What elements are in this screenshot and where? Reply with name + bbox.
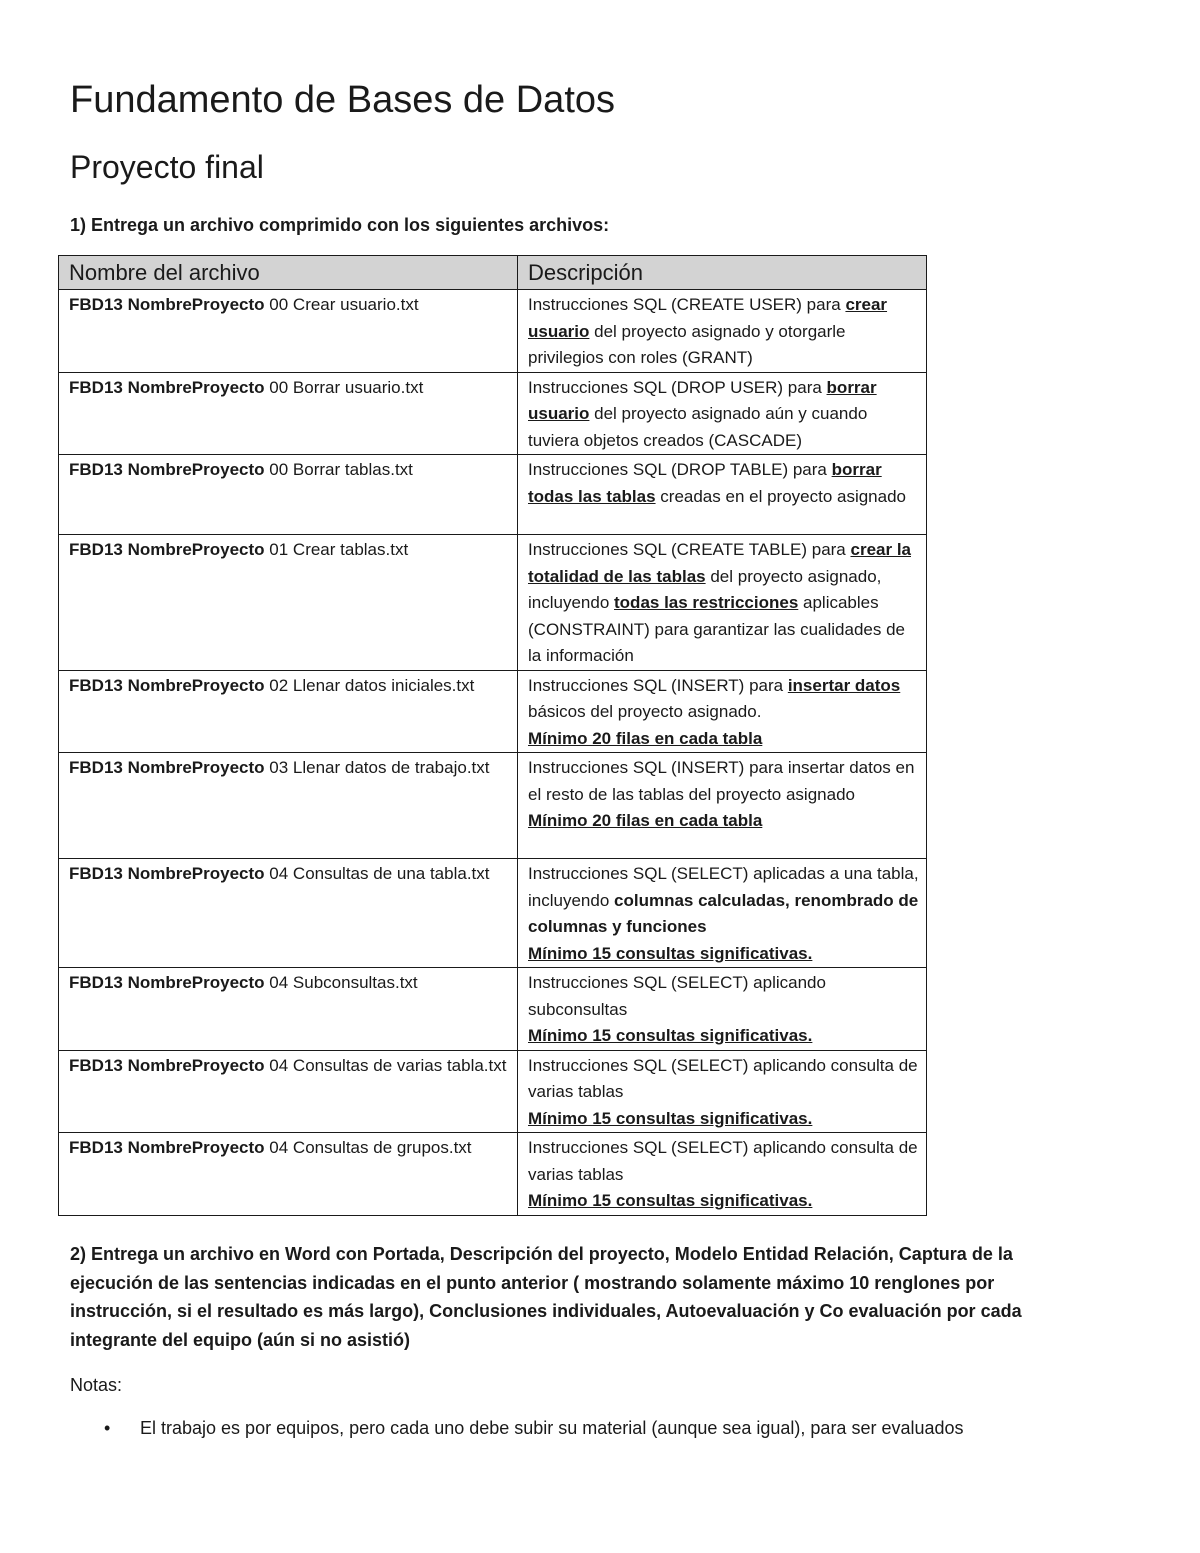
notes-list (70, 1413, 964, 1443)
emphasis-text: borrar todas las tablas (528, 460, 882, 506)
emphasis-text: crear la totalidad de las tablas (528, 540, 911, 586)
minimum-requirement: Mínimo 15 consultas significativas. (528, 1026, 813, 1045)
emphasis-text: todas las restricciones (614, 593, 799, 612)
table-header-row (59, 256, 927, 290)
description-text: Instrucciones SQL (SELECT) aplicadas a una tabla, incluyendo (528, 864, 919, 910)
instruction-1: 1) Entrega un archivo comprimido con los siguientes archivos: (70, 215, 610, 235)
minimum-requirement: Mínimo 15 consultas significativas. (528, 943, 813, 963)
bullet-text: El trabajo es por equipos, pero cada uno debe subir su material (aunque sea igual), para ser evaluados (140, 1418, 964, 1438)
instruction-2: 2) Entrega un archivo en Word con Portada, Descripción del proyecto, Modelo Entidad Relación, Captura de la ejecución de las sentencias indicadas en el punto anterior ( mostrando solamente máximo 10 renglones por instrucción, si el resultado es más largo), Conclusiones individuales, Autoevaluación y Co evaluación por cada integrante del equipo (aún si no asistió) (70, 1244, 1022, 1350)
description-cell (518, 859, 927, 968)
description-text: básicos del proyecto asignado. (528, 702, 762, 721)
file-name-cell (59, 859, 518, 968)
table-row (59, 753, 927, 859)
document-title: Fundamento de Bases de Datos (70, 79, 616, 121)
file-prefix: FBD13 NombreProyecto (69, 540, 265, 559)
description-text: Instrucciones SQL (SELECT) aplicando consulta de varias tablas (528, 1055, 918, 1101)
file-name: 00 Borrar usuario.txt (264, 377, 424, 397)
table-row (59, 670, 927, 753)
minimum-requirement: Mínimo 20 filas en cada tabla (528, 811, 763, 830)
table-row (59, 455, 927, 535)
file-prefix: FBD13 NombreProyecto (69, 1138, 265, 1157)
file-name: 02 Llenar datos iniciales.txt (264, 675, 475, 695)
description-cell (518, 968, 927, 1051)
file-name: 04 Consultas de grupos.txt (264, 1138, 472, 1157)
file-name: 04 Consultas de varias tabla.txt (264, 1055, 507, 1075)
file-name: 03 Llenar datos de trabajo.txt (264, 758, 490, 777)
file-prefix: FBD13 NombreProyecto (69, 460, 265, 479)
table-row (59, 859, 927, 968)
description-text: del proyecto asignado aún y cuando tuviera objetos creados (CASCADE) (528, 404, 868, 450)
description-cell (518, 1133, 927, 1216)
description-text: Instrucciones SQL (CREATE USER) para (528, 295, 846, 314)
description-text: Instrucciones SQL (DROP TABLE) para (528, 460, 832, 479)
table-row (59, 372, 927, 455)
file-prefix: FBD13 NombreProyecto (69, 973, 265, 992)
emphasis-text: insertar datos (787, 675, 901, 695)
file-name-cell (59, 1050, 518, 1133)
description-text: Instrucciones SQL (SELECT) aplicando consulta de varias tablas (528, 1138, 918, 1184)
minimum-requirement: Mínimo 20 filas en cada tabla (528, 728, 763, 748)
table-row (59, 968, 927, 1051)
file-prefix: FBD13 NombreProyecto (69, 864, 265, 883)
description-text: Instrucciones SQL (SELECT) aplicando subconsultas (528, 973, 826, 1019)
file-name-cell (59, 968, 518, 1051)
description-text: Instrucciones SQL (DROP USER) para (528, 377, 827, 397)
file-prefix: FBD13 NombreProyecto (69, 675, 265, 695)
minimum-requirement: Mínimo 15 consultas significativas. (528, 1108, 813, 1128)
file-name: 04 Consultas de una tabla.txt (264, 864, 490, 883)
description-cell (518, 455, 927, 535)
files-table (58, 255, 927, 1216)
description-text: Instrucciones SQL (INSERT) para insertar datos en el resto de las tablas del proyecto asignado (528, 758, 915, 804)
header-file-name: Nombre del archivo (59, 256, 518, 290)
file-prefix: FBD13 NombreProyecto (69, 1055, 265, 1075)
file-prefix: FBD13 NombreProyecto (69, 758, 265, 777)
description-text: columnas calculadas, renombrado de columnas y funciones (528, 890, 919, 936)
file-name-cell (59, 372, 518, 455)
file-name: 01 Crear tablas.txt (264, 540, 409, 559)
file-name-cell (59, 455, 518, 535)
emphasis-text: borrar usuario (528, 377, 877, 423)
file-name: 00 Borrar tablas.txt (264, 460, 413, 479)
table-row (59, 535, 927, 671)
description-text: Instrucciones SQL (CREATE TABLE) para (528, 540, 851, 559)
file-prefix: FBD13 NombreProyecto (69, 295, 265, 314)
description-cell (518, 1050, 927, 1133)
emphasis-text: crear usuario (528, 295, 888, 341)
table-row (59, 1050, 927, 1133)
document-subtitle: Proyecto final (70, 149, 264, 185)
file-name-cell (59, 1133, 518, 1216)
file-name: 00 Crear usuario.txt (264, 295, 419, 314)
description-text: Instrucciones SQL (INSERT) para (528, 675, 788, 695)
table-row (59, 290, 927, 373)
description-text: del proyecto asignado y otorgarle privilegios con roles (GRANT) (528, 321, 846, 367)
file-name-cell (59, 753, 518, 859)
description-cell (518, 670, 927, 753)
file-name-cell (59, 290, 518, 373)
description-cell (518, 535, 927, 671)
bullet-icon: • (104, 1418, 111, 1438)
description-text: aplicables (CONSTRAINT) para garantizar las cualidades de la información (528, 593, 905, 665)
list-item (70, 1413, 964, 1443)
description-text: creadas en el proyecto asignado (655, 486, 907, 506)
file-name-cell (59, 670, 518, 753)
header-description: Descripción (518, 256, 927, 290)
description-cell (518, 290, 927, 373)
description-cell (518, 753, 927, 859)
description-cell (518, 372, 927, 455)
description-text: del proyecto asignado, incluyendo (528, 566, 882, 612)
minimum-requirement: Mínimo 15 consultas significativas. (528, 1191, 813, 1210)
file-prefix: FBD13 NombreProyecto (69, 377, 265, 397)
table-row (59, 1133, 927, 1216)
notes-label: Notas: (70, 1375, 123, 1395)
file-name: 04 Subconsultas.txt (264, 973, 418, 992)
file-name-cell (59, 535, 518, 671)
